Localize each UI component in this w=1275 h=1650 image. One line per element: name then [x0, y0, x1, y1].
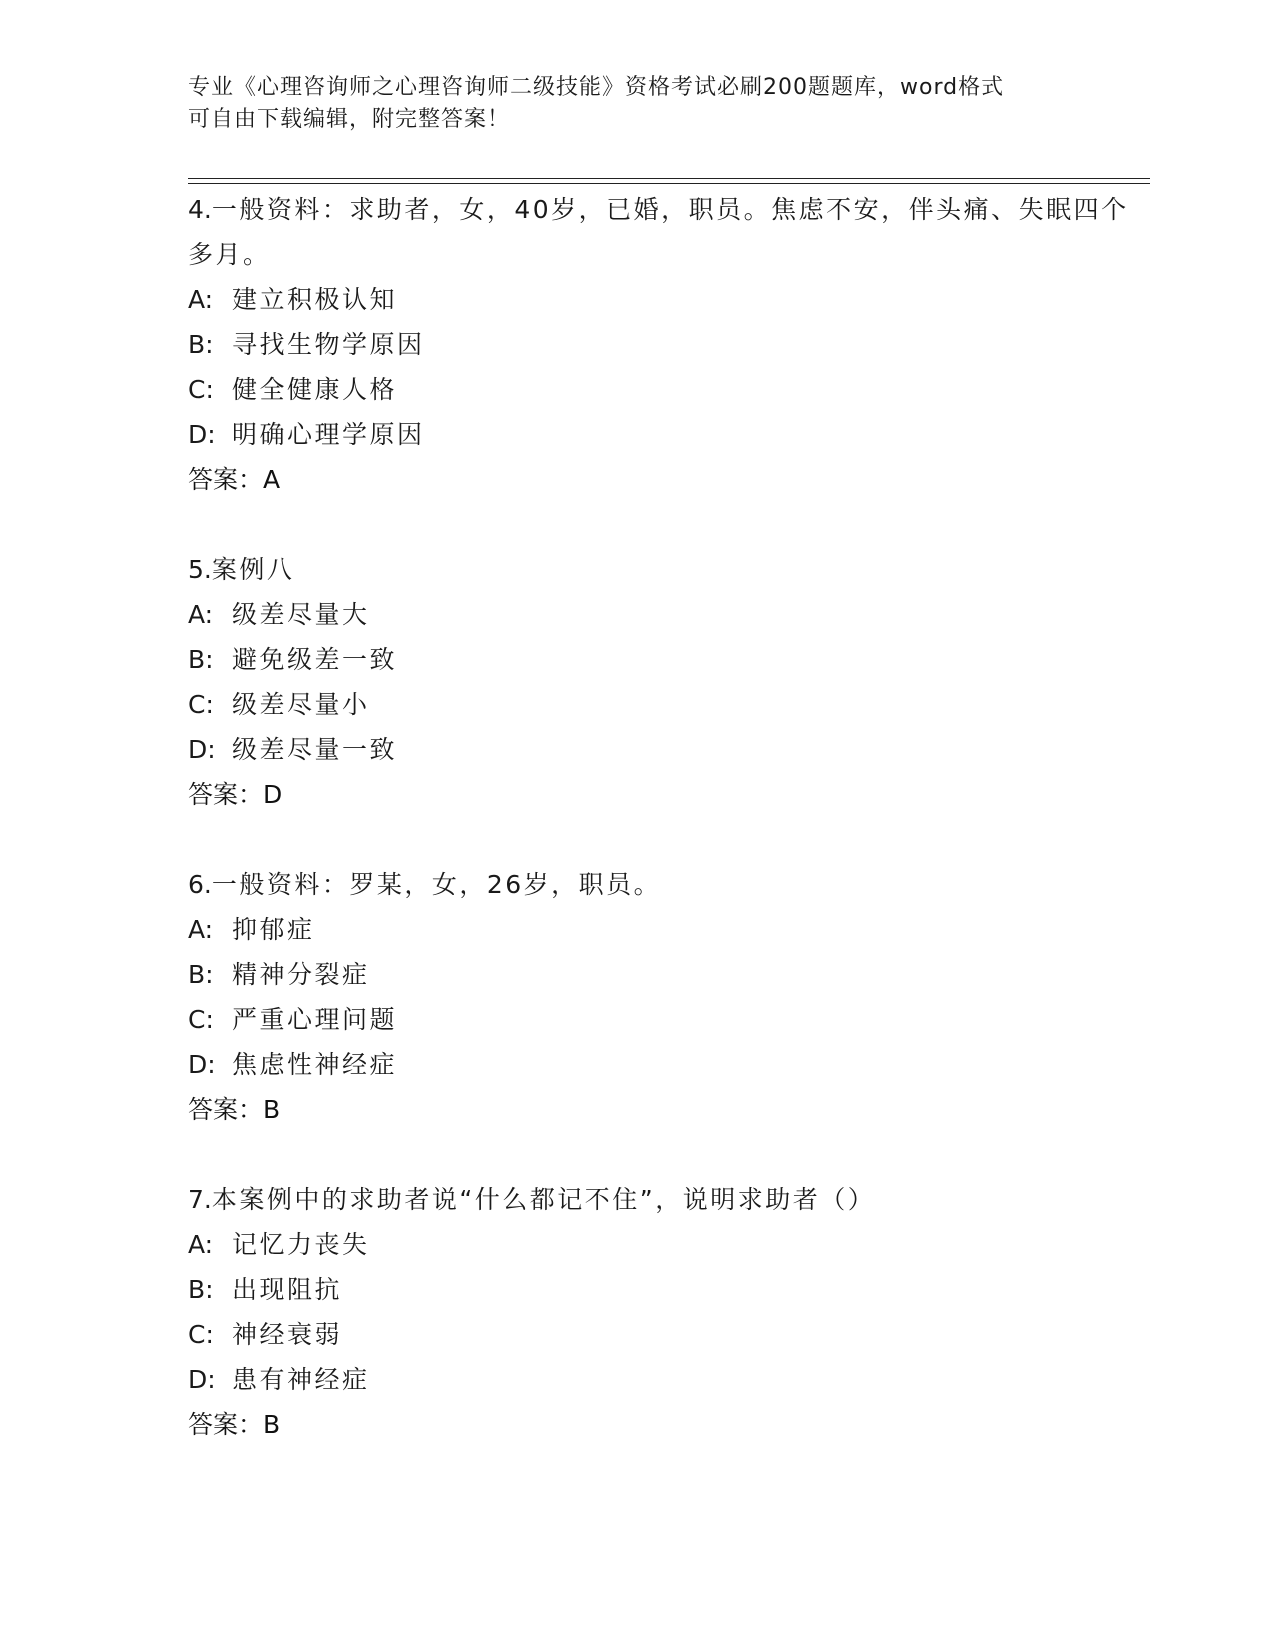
option-text: 抑郁症 — [232, 915, 315, 944]
header-divider-top — [188, 178, 1150, 179]
option-letter: B: — [188, 330, 214, 359]
option-text: 寻找生物学原因 — [232, 330, 425, 359]
question-number: 6. — [188, 870, 212, 899]
option-a — [188, 1222, 1148, 1267]
option-letter: C: — [188, 375, 214, 404]
option-letter: D: — [188, 1365, 216, 1394]
question-text: 一般资料：求助者，女，40岁，已婚，职员。焦虑不安，伴头痛、失眠四个多月。 — [188, 195, 1129, 269]
option-text: 级差尽量小 — [232, 690, 370, 719]
option-letter: A: — [188, 285, 214, 314]
option-text: 精神分裂症 — [232, 960, 370, 989]
question-text: 案例八 — [211, 555, 295, 584]
option-d — [188, 1042, 1148, 1087]
option-letter: A: — [188, 915, 214, 944]
question-stem — [188, 862, 1148, 907]
question-text: 一般资料：罗某，女，26岁，职员。 — [211, 870, 662, 899]
option-letter: D: — [188, 735, 216, 764]
option-letter: D: — [188, 420, 216, 449]
answer-label: 答案：A — [188, 465, 281, 494]
option-c — [188, 1312, 1148, 1357]
question-list — [188, 187, 1148, 1492]
question-4 — [188, 187, 1148, 502]
option-d — [188, 727, 1148, 772]
question-5 — [188, 547, 1148, 817]
option-a — [188, 277, 1148, 322]
answer-label: 答案：B — [188, 1095, 281, 1124]
option-text: 健全健康人格 — [232, 375, 398, 404]
option-letter: A: — [188, 600, 214, 629]
question-stem — [188, 547, 1148, 592]
option-b — [188, 952, 1148, 997]
option-c — [188, 367, 1148, 412]
option-letter: C: — [188, 1005, 214, 1034]
header-divider-bottom — [188, 183, 1150, 184]
option-text: 记忆力丧失 — [232, 1230, 370, 1259]
option-letter: C: — [188, 1320, 214, 1349]
question-7 — [188, 1177, 1148, 1447]
option-text: 级差尽量一致 — [232, 735, 398, 764]
option-text: 严重心理问题 — [232, 1005, 398, 1034]
option-letter: A: — [188, 1230, 214, 1259]
option-b — [188, 322, 1148, 367]
option-d — [188, 1357, 1148, 1402]
option-letter: C: — [188, 690, 214, 719]
option-text: 神经衰弱 — [232, 1320, 343, 1349]
document-header — [188, 72, 1088, 136]
question-number: 7. — [188, 1185, 212, 1214]
question-text: 本案例中的求助者说“什么都记不住”，说明求助者（） — [211, 1185, 876, 1214]
option-text: 明确心理学原因 — [232, 420, 425, 449]
option-c — [188, 997, 1148, 1042]
option-text: 患有神经症 — [232, 1365, 370, 1394]
question-stem — [188, 187, 1148, 277]
option-letter: B: — [188, 960, 214, 989]
header-title-line-1: 专业《心理咨询师之心理咨询师二级技能》资格考试必刷200题题库，word格式 — [188, 75, 1005, 100]
question-number: 4. — [188, 195, 212, 224]
option-text: 建立积极认知 — [232, 285, 398, 314]
header-title-line-2: 可自由下载编辑，附完整答案！ — [188, 107, 511, 132]
question-stem — [188, 1177, 1148, 1222]
option-text: 出现阻抗 — [232, 1275, 343, 1304]
option-a — [188, 592, 1148, 637]
option-text: 级差尽量大 — [232, 600, 370, 629]
option-letter: B: — [188, 645, 214, 674]
option-b — [188, 637, 1148, 682]
option-letter: B: — [188, 1275, 214, 1304]
option-a — [188, 907, 1148, 952]
option-text: 避免级差一致 — [232, 645, 398, 674]
option-d — [188, 412, 1148, 457]
answer-label: 答案：B — [188, 1410, 281, 1439]
question-number: 5. — [188, 555, 212, 584]
option-letter: D: — [188, 1050, 216, 1079]
question-6 — [188, 862, 1148, 1132]
option-text: 焦虑性神经症 — [232, 1050, 398, 1079]
answer-label: 答案：D — [188, 780, 283, 809]
option-c — [188, 682, 1148, 727]
option-b — [188, 1267, 1148, 1312]
